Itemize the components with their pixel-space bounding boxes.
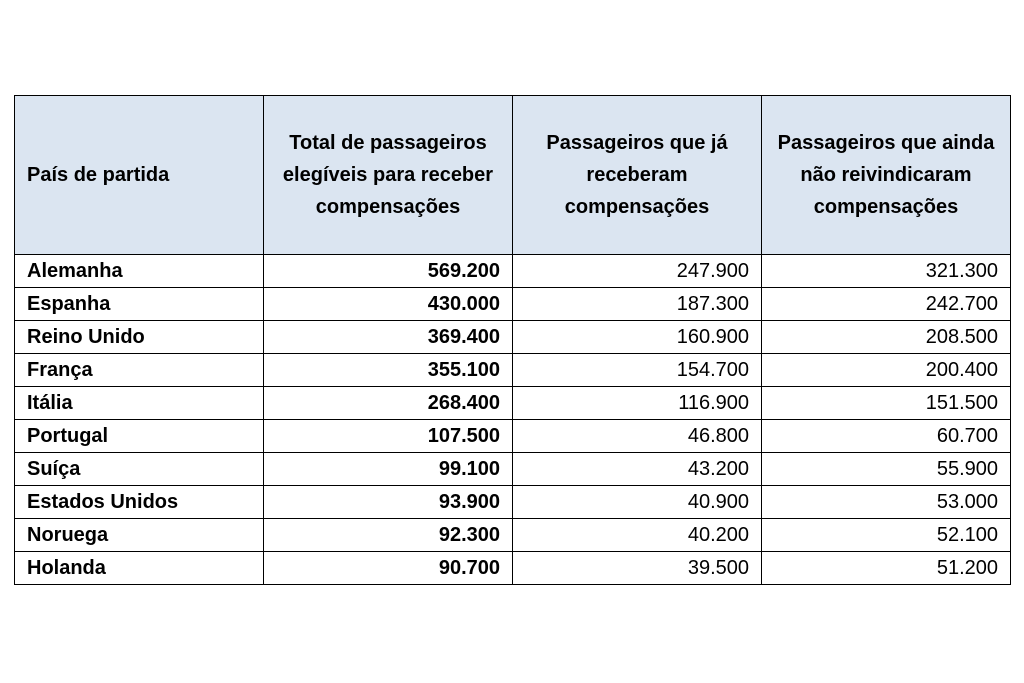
table-row: [15, 453, 1011, 486]
country-cell: Suíça: [15, 453, 264, 486]
table-row: [15, 519, 1011, 552]
total-cell: 99.100: [264, 453, 513, 486]
table-row: [15, 486, 1011, 519]
table-row: [15, 552, 1011, 585]
country-cell: Portugal: [15, 420, 264, 453]
table-row: [15, 288, 1011, 321]
country-cell: França: [15, 354, 264, 387]
header-already-received: Passageiros que já receberam compensações: [513, 96, 762, 255]
received-cell: 40.200: [513, 519, 762, 552]
unclaimed-cell: 55.900: [762, 453, 1011, 486]
unclaimed-cell: 51.200: [762, 552, 1011, 585]
unclaimed-cell: 208.500: [762, 321, 1011, 354]
total-cell: 93.900: [264, 486, 513, 519]
table-row: [15, 354, 1011, 387]
total-cell: 430.000: [264, 288, 513, 321]
country-cell: Holanda: [15, 552, 264, 585]
received-cell: 40.900: [513, 486, 762, 519]
unclaimed-cell: 321.300: [762, 255, 1011, 288]
country-cell: Noruega: [15, 519, 264, 552]
received-cell: 247.900: [513, 255, 762, 288]
unclaimed-cell: 52.100: [762, 519, 1011, 552]
table-row: [15, 420, 1011, 453]
received-cell: 43.200: [513, 453, 762, 486]
received-cell: 154.700: [513, 354, 762, 387]
country-cell: Reino Unido: [15, 321, 264, 354]
unclaimed-cell: 242.700: [762, 288, 1011, 321]
received-cell: 39.500: [513, 552, 762, 585]
header-not-claimed: Passageiros que ainda não reivindicaram compensações: [762, 96, 1011, 255]
total-cell: 92.300: [264, 519, 513, 552]
header-row: [15, 96, 1011, 255]
total-cell: 107.500: [264, 420, 513, 453]
unclaimed-cell: 53.000: [762, 486, 1011, 519]
header-country: País de partida: [15, 96, 264, 255]
unclaimed-cell: 60.700: [762, 420, 1011, 453]
table-row: [15, 387, 1011, 420]
received-cell: 116.900: [513, 387, 762, 420]
header-total-eligible: Total de passageiros elegíveis para receber compensações: [264, 96, 513, 255]
received-cell: 160.900: [513, 321, 762, 354]
table-body: [15, 255, 1011, 585]
table-header: [15, 96, 1011, 255]
received-cell: 46.800: [513, 420, 762, 453]
unclaimed-cell: 200.400: [762, 354, 1011, 387]
compensation-table: [14, 95, 1011, 585]
unclaimed-cell: 151.500: [762, 387, 1011, 420]
total-cell: 569.200: [264, 255, 513, 288]
table-row: [15, 321, 1011, 354]
total-cell: 268.400: [264, 387, 513, 420]
received-cell: 187.300: [513, 288, 762, 321]
country-cell: Espanha: [15, 288, 264, 321]
total-cell: 90.700: [264, 552, 513, 585]
country-cell: Estados Unidos: [15, 486, 264, 519]
table-row: [15, 255, 1011, 288]
country-cell: Itália: [15, 387, 264, 420]
total-cell: 355.100: [264, 354, 513, 387]
country-cell: Alemanha: [15, 255, 264, 288]
total-cell: 369.400: [264, 321, 513, 354]
